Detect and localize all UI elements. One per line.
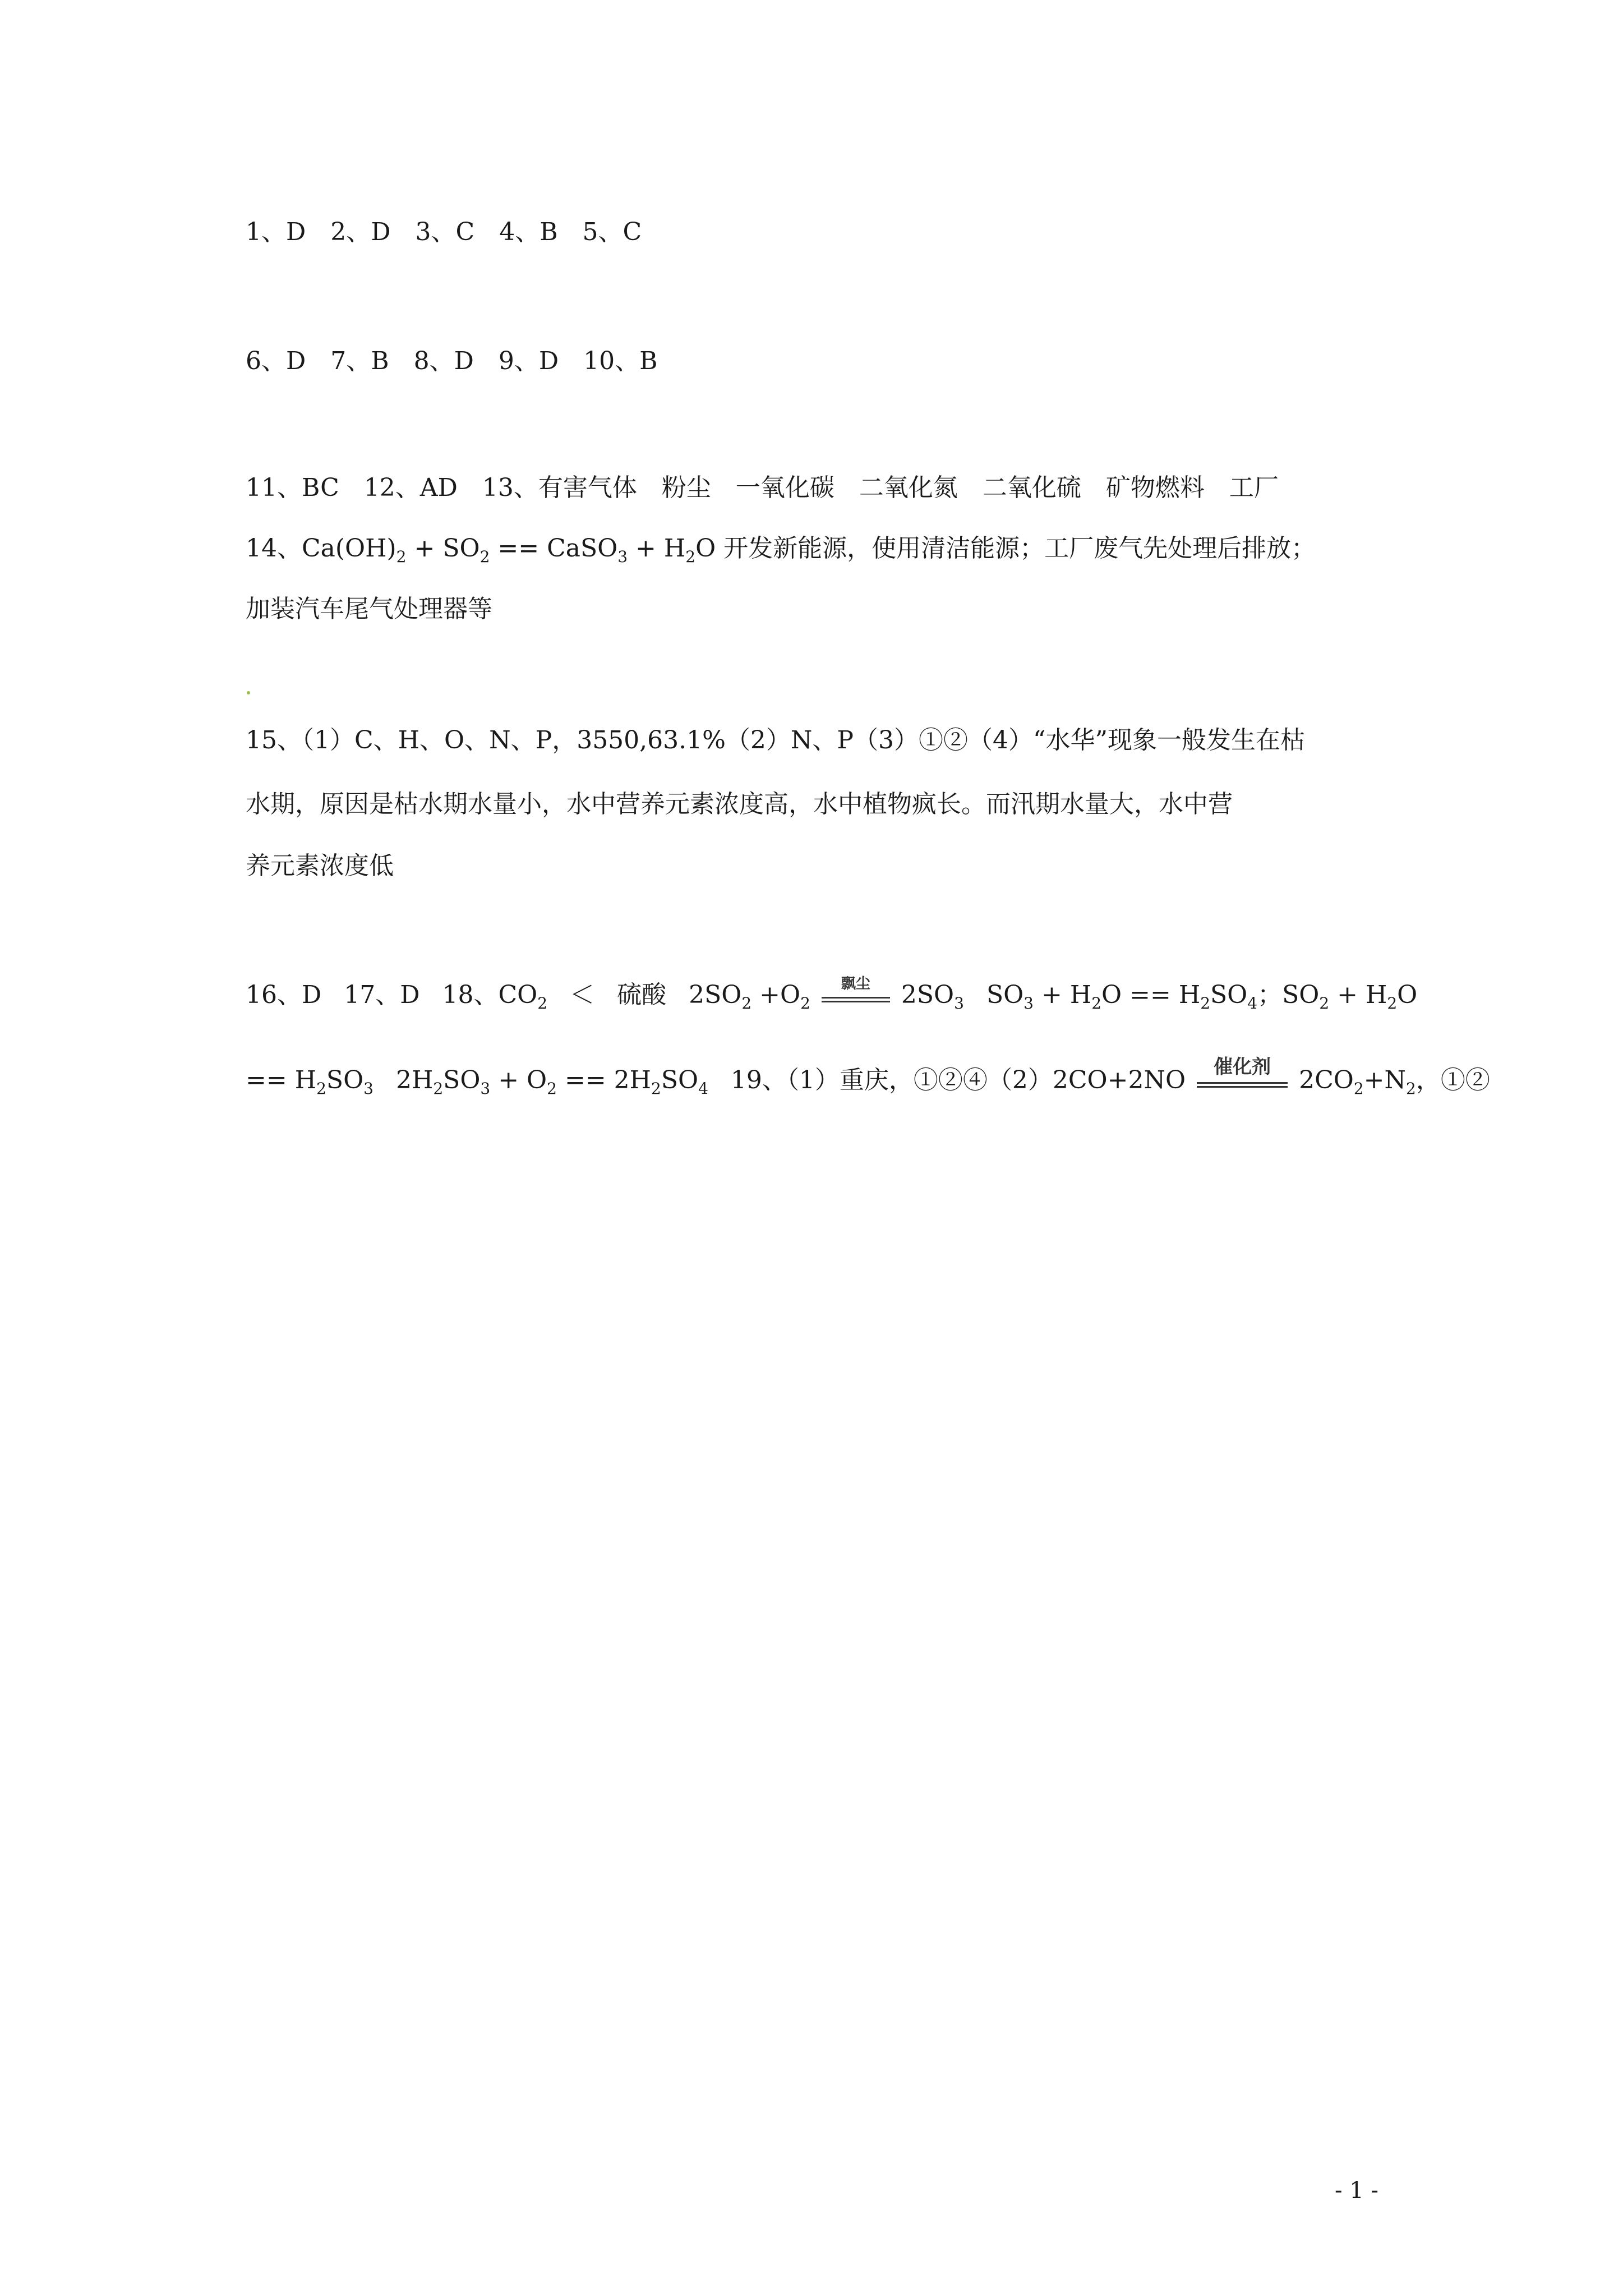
text: 19、（1）重庆，①②④（2）2CO+2NO	[730, 1066, 1186, 1094]
text: 2SO	[901, 981, 955, 1009]
subscript: 2	[685, 547, 696, 566]
subscript: 3	[617, 547, 628, 566]
subscript: 2	[1091, 994, 1102, 1013]
subscript: 3	[1023, 994, 1034, 1013]
page-number: - 1 -	[1335, 2178, 1378, 2203]
text: 17、D	[344, 981, 420, 1009]
subscript: 3	[954, 994, 964, 1013]
decorative-dot	[247, 691, 250, 694]
subscript: 2	[741, 994, 752, 1013]
text: 2H	[395, 1066, 434, 1094]
subscript: 3	[363, 1079, 374, 1098]
text: SO	[661, 1066, 699, 1094]
subscript: 2	[433, 1079, 444, 1098]
text: 14、Ca(OH)	[246, 534, 396, 563]
reaction-condition: 催化剂	[1214, 1055, 1271, 1078]
text: + H	[1034, 981, 1092, 1009]
subscript: 3	[480, 1079, 491, 1098]
text: == 2H	[556, 1066, 652, 1094]
text: 硫酸	[617, 981, 667, 1009]
text: +O	[751, 981, 801, 1009]
answer-line-8: 养元素浓度低	[246, 852, 394, 880]
subscript: 2	[800, 994, 810, 1013]
subscript: 2	[1406, 1079, 1416, 1098]
text: == H	[246, 1066, 317, 1094]
text: + H	[628, 534, 686, 563]
answer-line-4	[246, 536, 1316, 565]
reaction-arrow	[819, 975, 892, 1009]
subscript: 2	[1319, 994, 1330, 1013]
text: +N	[1363, 1066, 1407, 1094]
reaction-condition: 飘尘	[841, 975, 870, 992]
answer-line-2: 6、D 7、B 8、D 9、D 10、B	[246, 347, 658, 375]
text: SO	[1210, 981, 1248, 1009]
text: ，①②	[1415, 1066, 1490, 1094]
subscript: 2	[479, 547, 490, 566]
answer-line-1: 1、D 2、D 3、C 4、B 5、C	[246, 218, 642, 246]
text: + SO	[406, 534, 480, 563]
subscript: 2	[1353, 1079, 1364, 1098]
text: SO	[326, 1066, 364, 1094]
text: ＜	[570, 981, 595, 1009]
subscript: 4	[1247, 994, 1258, 1013]
text: O	[1397, 981, 1418, 1009]
subscript: 4	[698, 1079, 708, 1098]
reaction-arrow	[1195, 1055, 1290, 1094]
subscript: 2	[396, 547, 407, 566]
answer-line-7: 水期，原因是枯水期水量小，水中营养元素浓度高，水中植物疯长。而汛期水量大，水中营	[246, 790, 1233, 818]
text: SO	[986, 981, 1024, 1009]
text: 2CO	[1299, 1066, 1354, 1094]
answer-line-9	[246, 975, 1418, 1013]
text: == CaSO	[490, 534, 618, 563]
text: O 开发新能源，使用清洁能源；工厂废气先处理后排放；	[695, 534, 1316, 563]
subscript: 2	[651, 1079, 661, 1098]
answer-line-10	[246, 1055, 1490, 1098]
subscript: 2	[1387, 994, 1398, 1013]
text: 16、D	[246, 981, 322, 1009]
answer-line-6: 15、（1）C、H、O、N、P，3550,63.1%（2）N、P（3）①②（4）“水华”现象一般发生在枯	[246, 726, 1306, 754]
subscript: 2	[316, 1079, 326, 1098]
subscript: 2	[1200, 994, 1211, 1013]
subscript: 2	[537, 994, 548, 1013]
subscript: 2	[547, 1079, 557, 1098]
text: SO	[443, 1066, 481, 1094]
answer-line-5: 加装汽车尾气处理器等	[246, 595, 492, 623]
text: + O	[490, 1066, 547, 1094]
text: O == H	[1101, 981, 1201, 1009]
text: ；SO	[1257, 981, 1320, 1009]
text: + H	[1329, 981, 1387, 1009]
text: 18、CO	[442, 981, 538, 1009]
answer-line-3: 11、BC 12、AD 13、有害气体 粉尘 一氧化碳 二氧化氮 二氧化硫 矿物燃料 工厂	[246, 473, 1279, 502]
text: 2SO	[689, 981, 742, 1009]
